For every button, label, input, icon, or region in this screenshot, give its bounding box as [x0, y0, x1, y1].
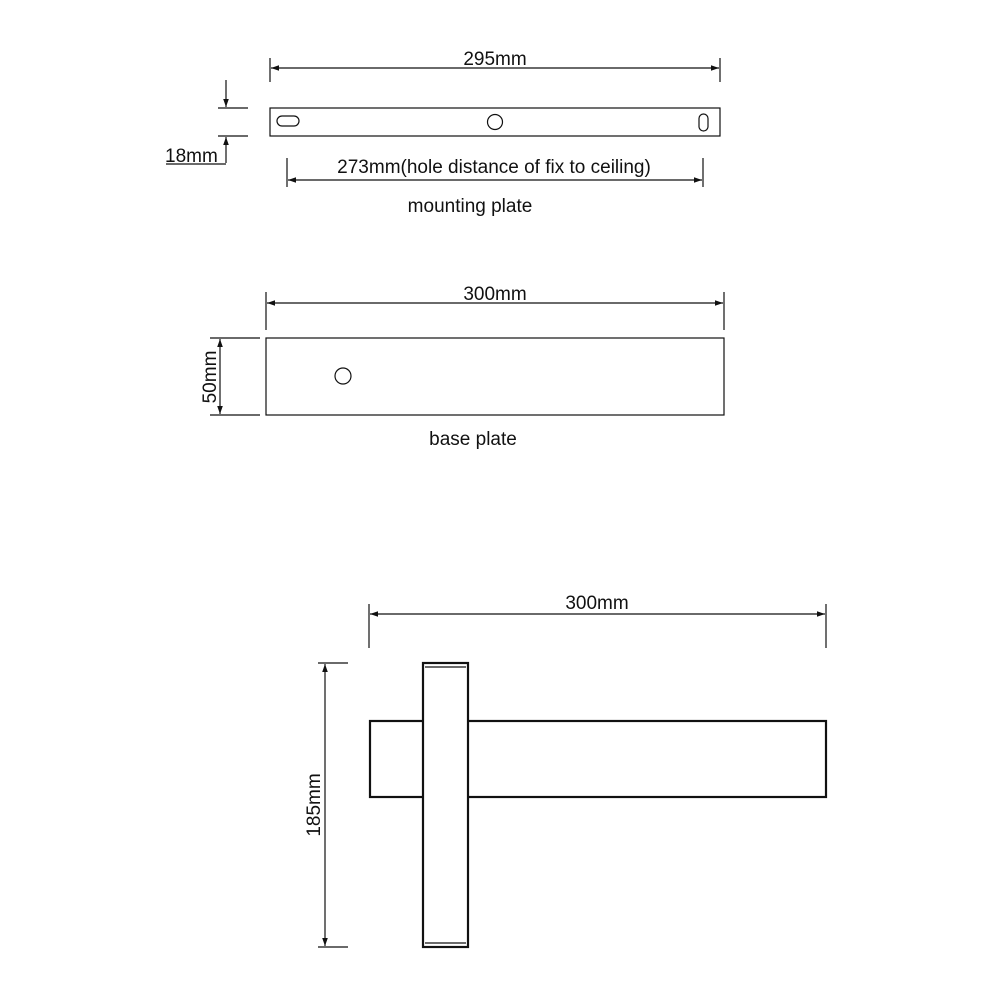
base-plate-view: [200, 284, 724, 450]
base-plate-hole: [335, 368, 351, 384]
mounting-plate-body: [270, 108, 720, 136]
assembly-height-label: 185mm: [304, 773, 325, 837]
assembly-width-label: 300mm: [565, 593, 629, 614]
mounting-plate-thickness-label: 18mm: [165, 146, 218, 167]
mounting-plate-width-label: 295mm: [463, 49, 527, 70]
mounting-plate-view: [165, 49, 720, 217]
base-plate-width-label: 300mm: [463, 284, 527, 305]
slot-hole-right: [699, 114, 708, 131]
base-plate-caption: base plate: [429, 429, 517, 450]
hole-distance-label: 273mm(hole distance of fix to ceiling): [337, 157, 651, 178]
base-plate-height-label: 50mm: [200, 350, 221, 404]
center-hole: [488, 115, 503, 130]
assembly-view: [304, 593, 826, 947]
assembly-mount-block: [423, 663, 468, 947]
slot-hole-left: [277, 116, 299, 126]
mounting-plate-caption: mounting plate: [407, 196, 533, 217]
